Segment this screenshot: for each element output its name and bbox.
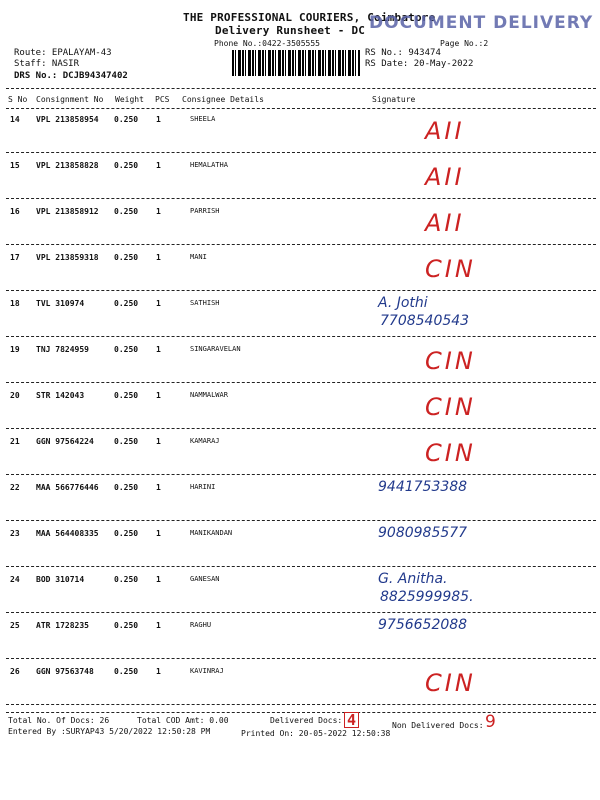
row-consignment-no: MAA 564408335 (36, 529, 99, 538)
row-weight: 0.250 (114, 575, 139, 584)
row-divider (6, 152, 596, 153)
row-divider (6, 382, 596, 383)
row-pcs: 1 (156, 391, 161, 400)
row-sno: 23 (10, 529, 20, 538)
col-consignment: Consignment No (36, 95, 104, 104)
row-pcs: 1 (156, 437, 161, 446)
route-label: Route: EPALAYAM-43 (14, 48, 112, 58)
page-number: Page No.:2 (440, 39, 489, 48)
row-divider (6, 612, 596, 613)
row-consignment-no: ATR 1728235 (36, 621, 89, 630)
row-signature: CIN (425, 393, 476, 421)
row-sno: 16 (10, 207, 20, 216)
row-sno: 25 (10, 621, 20, 630)
rs-date: RS Date: 20-May-2022 (365, 59, 474, 69)
non-delivered-count-mark: 9 (485, 712, 496, 732)
row-pcs: 1 (156, 575, 161, 584)
row-pcs: 1 (156, 345, 161, 354)
row-signature: CIN (425, 255, 476, 283)
row-consignment-no: MAA 566776446 (36, 483, 99, 492)
row-weight: 0.250 (114, 115, 139, 124)
drs-number: DRS No.: DCJB94347402 (14, 71, 128, 81)
row-pcs: 1 (156, 621, 161, 630)
row-sno: 24 (10, 575, 20, 584)
row-sno: 21 (10, 437, 20, 446)
row-consignment-no: GGN 97564224 (36, 437, 94, 446)
row-divider (6, 566, 596, 567)
row-weight: 0.250 (114, 437, 139, 446)
document-delivery-stamp: DOCUMENT DELIVERY (369, 13, 594, 33)
header-top-divider (6, 88, 596, 89)
header-bottom-divider (6, 108, 596, 109)
row-pcs: 1 (156, 161, 161, 170)
rs-number: RS No.: 943474 (365, 48, 441, 58)
row-consignment-no: STR 142043 (36, 391, 85, 400)
row-signature: G. Anitha. (378, 571, 448, 587)
phone-number: Phone No.:0422-3505555 (214, 39, 320, 48)
total-cod: Total COD Amt: 0.00 (137, 716, 229, 725)
row-signature: 9080985577 (378, 525, 468, 541)
row-signature: AII (425, 163, 465, 191)
row-consignment-no: BOD 310714 (36, 575, 85, 584)
row-divider (6, 290, 596, 291)
row-sno: 17 (10, 253, 20, 262)
printed-on: Printed On: 20-05-2022 12:50:38 (241, 729, 391, 738)
col-consignee: Consignee Details (182, 95, 264, 104)
row-consignment-no: VPL 213858954 (36, 115, 99, 124)
row-sno: 18 (10, 299, 20, 308)
row-weight: 0.250 (114, 483, 139, 492)
row-signature: A. Jothi (378, 295, 428, 311)
row-consignee: MANI (190, 253, 207, 261)
col-weight: Weight (115, 95, 144, 104)
row-weight: 0.250 (114, 529, 139, 538)
row-consignment-no: VPL 213858828 (36, 161, 99, 170)
row-weight: 0.250 (114, 667, 139, 676)
row-divider (6, 658, 596, 659)
row-consignee: HEMALATHA (190, 161, 228, 169)
row-signature: 9441753388 (378, 479, 468, 495)
row-weight: 0.250 (114, 161, 139, 170)
row-divider (6, 520, 596, 521)
row-sno: 19 (10, 345, 20, 354)
delivered-docs: Delivered Docs: (270, 716, 343, 725)
row-consignee: SINGARAVELAN (190, 345, 241, 353)
row-consignment-no: TVL 310974 (36, 299, 85, 308)
row-sno: 14 (10, 115, 20, 124)
row-signature-phone: 7708540543 (380, 313, 470, 329)
row-consignee: PARRISH (190, 207, 220, 215)
row-consignment-no: GGN 97563748 (36, 667, 94, 676)
row-pcs: 1 (156, 529, 161, 538)
total-docs: Total No. Of Docs: 26 (8, 716, 110, 725)
row-pcs: 1 (156, 207, 161, 216)
row-signature: CIN (425, 347, 476, 375)
row-weight: 0.250 (114, 621, 139, 630)
row-weight: 0.250 (114, 253, 139, 262)
row-weight: 0.250 (114, 299, 139, 308)
row-consignee: KAVINRAJ (190, 667, 224, 675)
row-sno: 22 (10, 483, 20, 492)
col-signature: Signature (372, 95, 416, 104)
row-sno: 26 (10, 667, 20, 676)
entered-by: Entered By :SURYAP43 5/20/2022 12:50:28 PM (8, 727, 211, 736)
row-divider (6, 198, 596, 199)
row-consignee: HARINI (190, 483, 216, 491)
row-weight: 0.250 (114, 391, 139, 400)
row-sno: 20 (10, 391, 20, 400)
col-sno: S No (8, 95, 28, 104)
row-divider (6, 428, 596, 429)
row-weight: 0.250 (114, 345, 139, 354)
row-signature: CIN (425, 439, 476, 467)
row-pcs: 1 (156, 483, 161, 492)
row-consignment-no: TNJ 7824959 (36, 345, 89, 354)
row-pcs: 1 (156, 115, 161, 124)
row-divider (6, 244, 596, 245)
row-signature-phone: 8825999985. (380, 589, 474, 605)
row-signature: AII (425, 209, 465, 237)
barcode-image (232, 50, 360, 76)
row-consignee: SHEELA (190, 115, 216, 123)
row-pcs: 1 (156, 667, 161, 676)
row-pcs: 1 (156, 299, 161, 308)
row-consignment-no: VPL 213858912 (36, 207, 99, 216)
row-consignee: SATHISH (190, 299, 220, 307)
row-consignee: RAGHU (190, 621, 212, 629)
col-pcs: PCS (155, 95, 170, 104)
row-consignee: GANESAN (190, 575, 220, 583)
non-delivered-docs: Non Delivered Docs: (392, 721, 484, 730)
footer-divider (6, 712, 596, 713)
row-pcs: 1 (156, 253, 161, 262)
row-weight: 0.250 (114, 207, 139, 216)
delivered-count-mark: 4 (344, 712, 359, 728)
row-divider (6, 704, 596, 705)
row-signature: 9756652088 (378, 617, 468, 633)
row-divider (6, 336, 596, 337)
staff-label: Staff: NASIR (14, 59, 80, 69)
row-divider (6, 474, 596, 475)
row-signature: CIN (425, 669, 476, 697)
company-title: THE PROFESSIONAL COURIERS, Coimbatore (183, 11, 436, 24)
runsheet-subtitle: Delivery Runsheet - DC (215, 24, 366, 37)
row-sno: 15 (10, 161, 20, 170)
row-consignment-no: VPL 213859318 (36, 253, 99, 262)
row-consignee: MANIKANDAN (190, 529, 233, 537)
row-signature: AII (425, 117, 465, 145)
row-consignee: NAMMALWAR (190, 391, 228, 399)
row-consignee: KAMARAJ (190, 437, 220, 445)
